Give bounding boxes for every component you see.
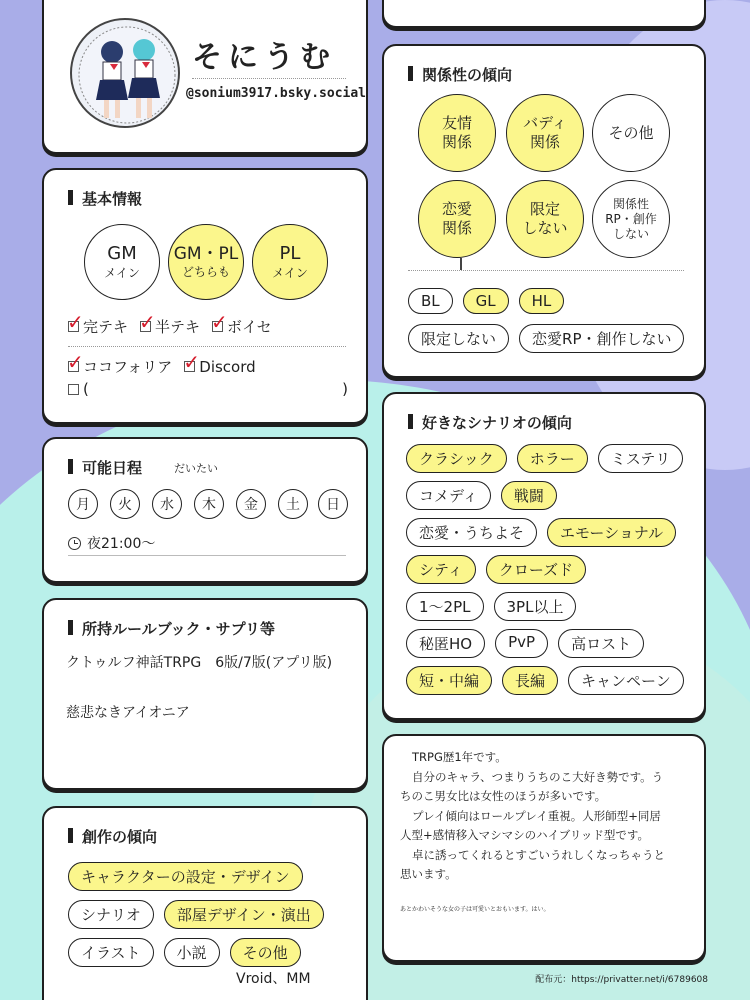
tag-pill: キャラクターの設定・デザイン: [68, 862, 303, 891]
checkbox-other[interactable]: ( ): [68, 380, 348, 398]
memo-small-note: あとかわいそうな女の子は可愛いとおもいます。はい。: [400, 906, 550, 913]
scenario-row: [406, 666, 686, 695]
tag-pill: シティ: [406, 555, 476, 584]
relation-unrestricted: 限定 しない: [506, 180, 584, 258]
scenario-row: [406, 555, 588, 584]
scenario-row: [406, 481, 559, 510]
relation-romance: 恋愛 関係: [418, 180, 496, 258]
scenario-row: [406, 444, 685, 473]
basic-info-card: [42, 168, 368, 424]
profile-card: [42, 0, 368, 154]
tag-pill: 3PL以上: [494, 592, 577, 621]
creative-other-note: Vroid、MM: [236, 971, 311, 987]
scenario-row: [406, 518, 678, 547]
top-right-card: [382, 0, 706, 28]
day-wed: 水: [152, 489, 182, 519]
checkbox-cocofolia[interactable]: ✓ ココフォリア: [67, 350, 173, 376]
checkbox-kantext[interactable]: ✓ 完テキ: [67, 310, 129, 336]
creative-card: [42, 806, 368, 1000]
schedule-card: [42, 437, 368, 583]
tag-pill: 恋愛・うちよそ: [406, 518, 537, 547]
section-title: 関係性の傾向: [408, 64, 512, 85]
relation-other: その他: [592, 94, 670, 172]
rulebook-line: クトゥルフ神話TRPG 6版/7版(アプリ版): [66, 655, 333, 671]
role-gm-pl-both: GM・PL どちらも: [168, 224, 244, 300]
memo-card: [382, 734, 706, 962]
tag-pill: HL: [519, 288, 565, 314]
day-thu: 木: [194, 489, 224, 519]
tag-pill: 戦闘: [501, 481, 557, 510]
tag-pill: ホラー: [517, 444, 588, 473]
tag-pill: イラスト: [68, 938, 154, 967]
relation-buddy: バディ 関係: [506, 94, 584, 172]
tag-pill: 長編: [502, 666, 558, 695]
tag-pill: 部屋デザイン・演出: [164, 900, 324, 929]
relation-row: [408, 324, 686, 353]
tag-pill: 高ロスト: [558, 629, 644, 658]
play-style-checks: [67, 310, 272, 337]
schedule-note: だいたい: [174, 462, 218, 475]
section-title: 所持ルールブック・サプリ等: [68, 618, 275, 639]
day-sat: 土: [278, 489, 308, 519]
tag-pill: クラシック: [406, 444, 507, 473]
section-title: 好きなシナリオの傾向: [408, 412, 572, 433]
tool-checks: [67, 350, 256, 377]
tag-pill: コメディ: [406, 481, 491, 510]
relation-card: [382, 44, 706, 378]
creative-row: [68, 938, 303, 967]
role-pl-main: PL メイン: [252, 224, 328, 300]
tag-pill: シナリオ: [68, 900, 154, 929]
tag-pill: 恋愛RP・創作しない: [519, 324, 684, 353]
connector-line: [460, 258, 462, 270]
clock-icon: [68, 537, 81, 550]
tag-pill: GL: [463, 288, 509, 314]
scenario-row: [406, 592, 578, 621]
avatar: [70, 18, 180, 128]
day-sun: 日: [318, 489, 348, 519]
divider: [68, 346, 346, 347]
section-title: 可能日程: [68, 457, 142, 478]
divider: [68, 555, 346, 556]
day-tue: 火: [110, 489, 140, 519]
section-title: 基本情報: [68, 188, 142, 209]
profile-name: そにうむ: [192, 40, 336, 75]
profile-handle: @sonium3917.bsky.social: [186, 86, 367, 101]
tag-pill: ミステリ: [598, 444, 684, 473]
creative-row: [68, 862, 305, 891]
checkbox-discord[interactable]: ✓ Discord: [183, 350, 256, 376]
scenario-row: [406, 629, 646, 658]
time-row: 夜21:00〜: [68, 533, 155, 553]
checkbox-voice[interactable]: ✓ ボイセ: [211, 310, 272, 336]
tag-pill: クローズド: [486, 555, 586, 584]
creative-row: [68, 900, 326, 929]
day-fri: 金: [236, 489, 266, 519]
tag-pill: 限定しない: [408, 324, 509, 353]
section-title: 創作の傾向: [68, 826, 157, 847]
tag-pill: キャンペーン: [568, 666, 684, 695]
tag-pill: 短・中編: [406, 666, 492, 695]
tag-pill: エモーショナル: [547, 518, 676, 547]
day-mon: 月: [68, 489, 98, 519]
tag-pill: BL: [408, 288, 453, 314]
tag-pill: その他: [230, 938, 301, 967]
relation-no-rp: 関係性 RP・創作 しない: [592, 180, 670, 258]
credit-link[interactable]: 配布元：https://privatter.net/i/6789608: [535, 975, 708, 985]
scenario-card: [382, 392, 706, 720]
tag-pill: PvP: [495, 629, 548, 658]
rulebook-line: 慈悲なきアイオニア: [66, 705, 190, 721]
divider: [192, 78, 346, 79]
tag-pill: 小説: [164, 938, 220, 967]
divider: [408, 270, 684, 271]
rulebooks-card: [42, 598, 368, 790]
role-gm-main: GM メイン: [84, 224, 160, 300]
checkbox-hantext[interactable]: ✓ 半テキ: [139, 310, 201, 336]
relation-row: [408, 288, 566, 314]
tag-pill: 秘匿HO: [406, 629, 485, 658]
memo-text: TRPG歴1年です。 自分のキャラ、つまりうちのこ大好き勢です。う ちのこ男女比は女性のほうが多いです。 プレイ傾向はロールプレイ重視。人形師型+同居 人型+感情移入マシマシのハイブリッド型です。 卓に誘ってくれるとすごいうれしくなっちゃうと 思います。: [400, 750, 665, 881]
tag-pill: 1〜2PL: [406, 592, 484, 621]
relation-friendship: 友情 関係: [418, 94, 496, 172]
